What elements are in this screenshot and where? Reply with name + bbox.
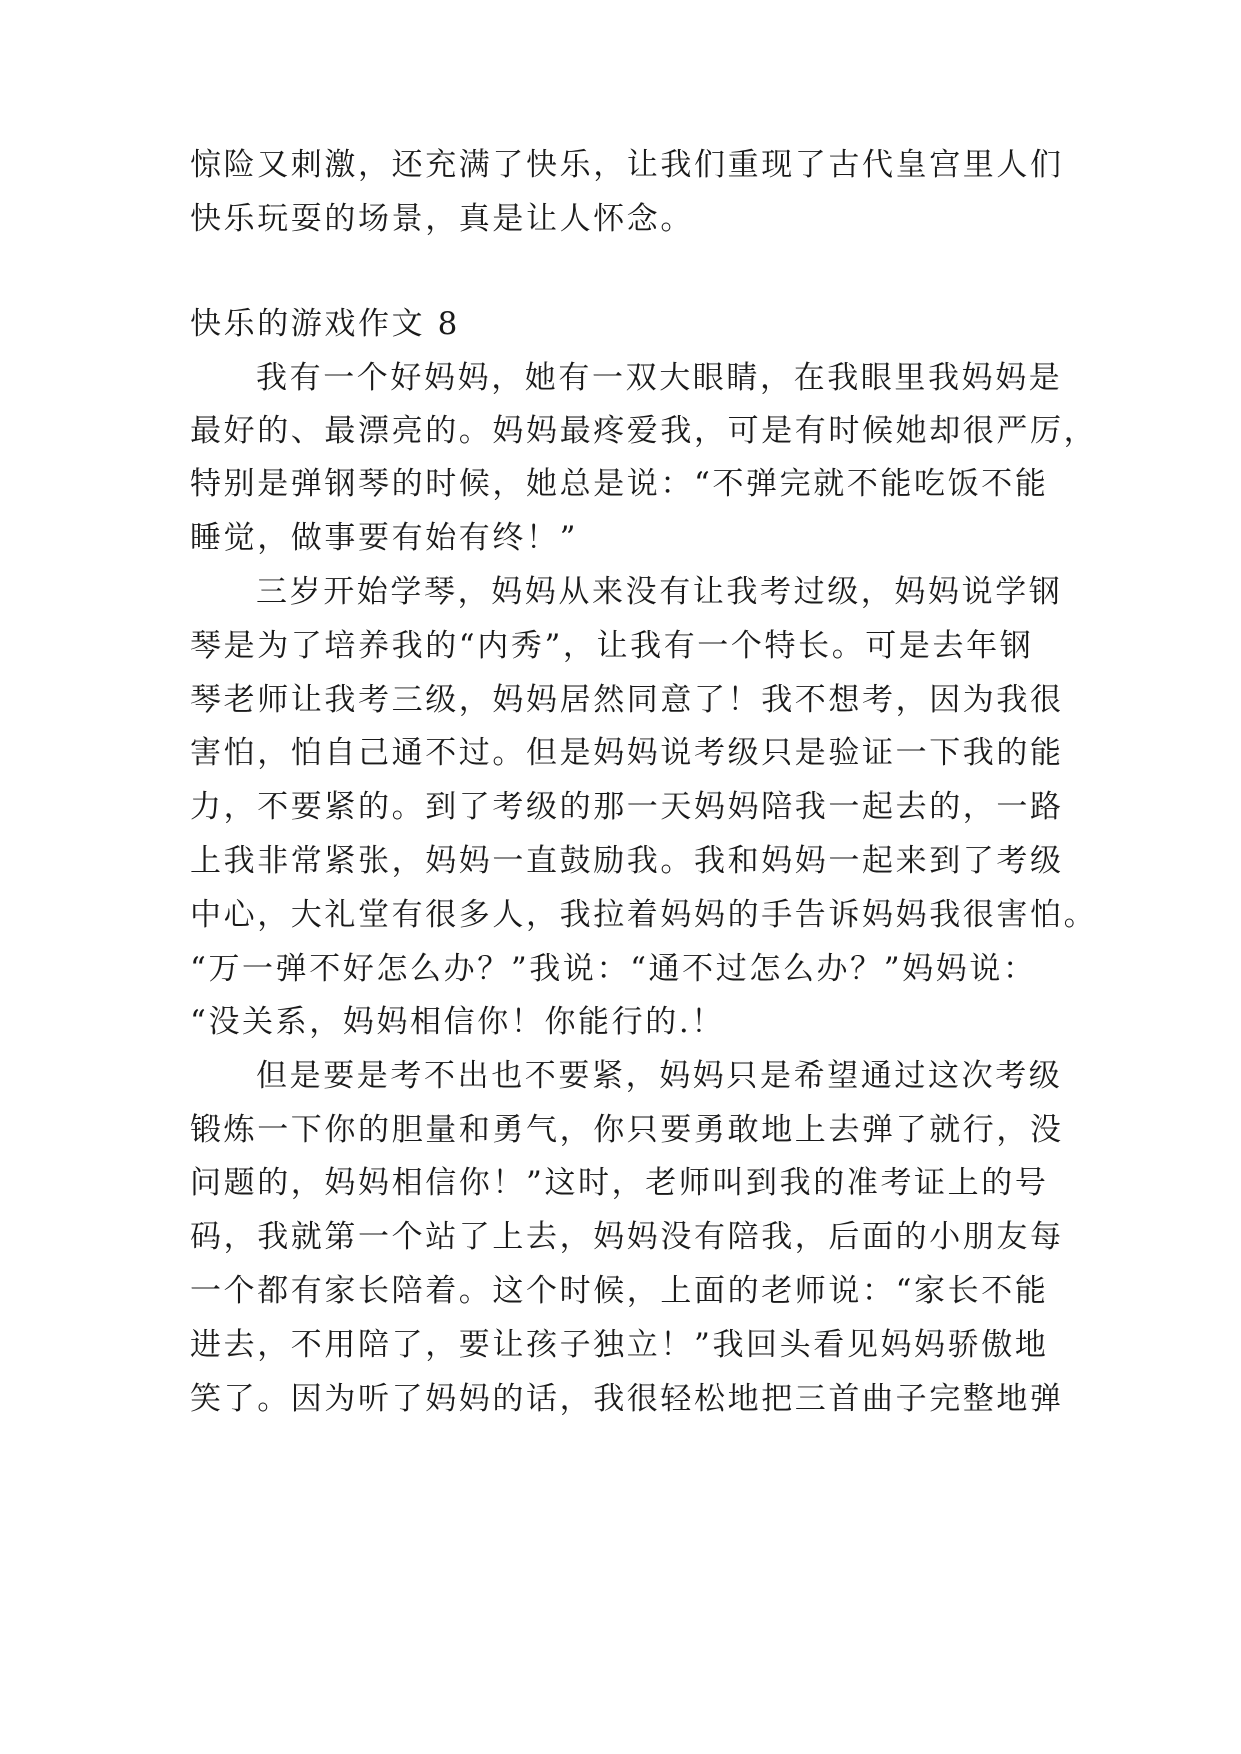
- text-line: 但是要是考不出也不要紧，妈妈只是希望通过这次考级: [256, 1058, 1063, 1094]
- text-line: 快乐玩耍的场景，真是让人怀念。: [190, 201, 694, 237]
- section-heading: 快乐的游戏作文 8: [190, 306, 460, 342]
- text-line: 中心，大礼堂有很多人，我拉着妈妈的手告诉妈妈我很害怕。: [190, 897, 1098, 933]
- text-line: 最好的、最漂亮的。妈妈最疼爱我，可是有时候她却很严厉，: [190, 413, 1098, 449]
- text-line: 进去，不用陪了，要让孩子独立！”我回头看见妈妈骄傲地: [190, 1327, 1049, 1363]
- text-line: 笑了。因为听了妈妈的话，我很轻松地把三首曲子完整地弹: [190, 1381, 1064, 1417]
- text-line: 问题的，妈妈相信你！”这时，老师叫到我的准考证上的号: [190, 1165, 1049, 1201]
- text-line: 码，我就第一个站了上去，妈妈没有陪我，后面的小朋友每: [190, 1219, 1064, 1255]
- text-line: “没关系，妈妈相信你！你能行的.！: [190, 1004, 725, 1040]
- text-line: 力，不要紧的。到了考级的那一天妈妈陪我一起去的，一路: [190, 789, 1064, 825]
- text-line: 害怕，怕自己通不过。但是妈妈说考级只是验证一下我的能: [190, 735, 1064, 771]
- text-line: 一个都有家长陪着。这个时候，上面的老师说：“家长不能: [190, 1273, 1049, 1309]
- text-line: 琴老师让我考三级，妈妈居然同意了！我不想考，因为我很: [190, 682, 1064, 718]
- text-line: 琴是为了培养我的“内秀”，让我有一个特长。可是去年钢: [190, 628, 1034, 664]
- text-line: 上我非常紧张，妈妈一直鼓励我。我和妈妈一起来到了考级: [190, 843, 1064, 879]
- text-line: 锻炼一下你的胆量和勇气，你只要勇敢地上去弹了就行，没: [190, 1112, 1064, 1148]
- text-line: 三岁开始学琴，妈妈从来没有让我考过级，妈妈说学钢: [256, 574, 1063, 610]
- text-line: 我有一个好妈妈，她有一双大眼睛，在我眼里我妈妈是: [256, 360, 1063, 396]
- text-line: 睡觉，做事要有始有终！”: [190, 520, 579, 556]
- text-line: “万一弹不好怎么办？”我说：“通不过怎么办？”妈妈说：: [190, 951, 1037, 987]
- text-line: 惊险又刺激，还充满了快乐，让我们重现了古代皇宫里人们: [190, 147, 1064, 183]
- text-line: 特别是弹钢琴的时候，她总是说：“不弹完就不能吃饭不能: [190, 466, 1049, 502]
